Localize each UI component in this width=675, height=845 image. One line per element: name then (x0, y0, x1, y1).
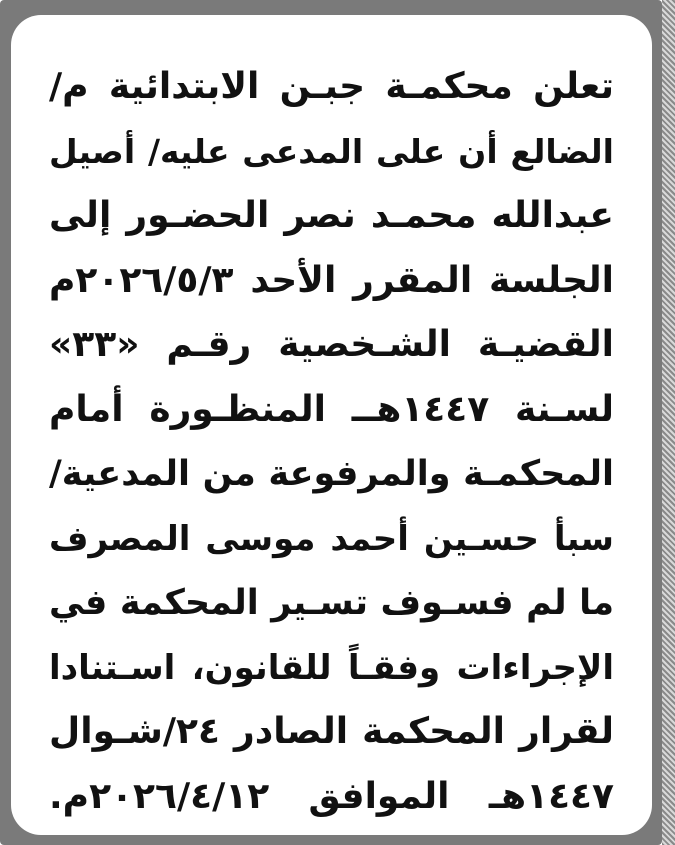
notice-line-4: الجلسة المقرر الأحد ٢٠٢٦/٥/٣م (49, 259, 614, 301)
notice-line-11: لقرار المحكمة الصادر ٢٤/شـوال (49, 711, 614, 752)
notice-line-8: سبأ حسـين أحمد موسى المصرف (49, 518, 614, 559)
notice-line-1: تعلن محكمـة جبـن الابتدائية م/ (49, 66, 614, 107)
notice-line-3: عبدالله محمـد نصر الحضـور إلى (49, 195, 614, 236)
notice-line-7: المحكمـة والمرفوعة من المدعية/ (49, 454, 614, 494)
notice-line-9: ما لم فسـوف تسـير المحكمة في (49, 583, 614, 623)
notice-line-12: ١٤٤٧هـ الموافق ٢٠٢٦/٤/١٢م. (49, 775, 614, 817)
notice-line-6: لسـنة ١٤٤٧هــ المنظـورة أمام (49, 388, 614, 430)
notice-line-5: القضيـة الشـخصية رقـم «٣٣» (49, 324, 614, 365)
notice-card (11, 15, 652, 835)
notice-line-2: الضالع أن على المدعى عليه/ أصيل (49, 131, 614, 171)
hatched-edge-strip (662, 0, 675, 845)
notice-text (49, 55, 614, 829)
notice-line-10: الإجراءات وفقـاً للقانون، اسـتنادا (49, 647, 614, 688)
